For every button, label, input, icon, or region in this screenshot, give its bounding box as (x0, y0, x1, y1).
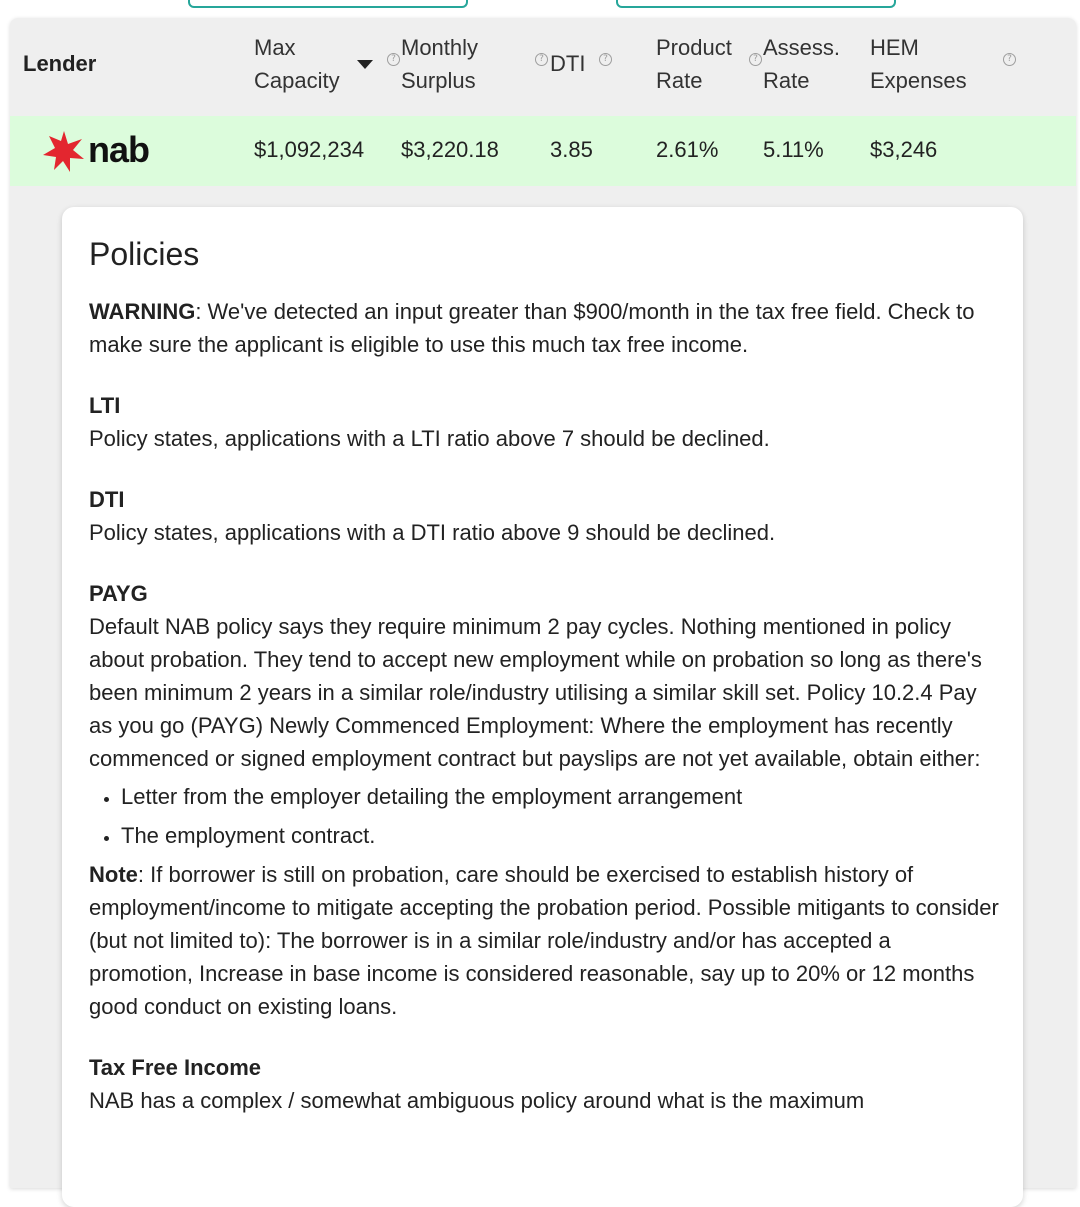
warning-label: WARNING (89, 299, 196, 324)
header-hem-expenses-line1: HEM (870, 35, 919, 60)
warning-text: : We've detected an input greater than $900/month in the tax free field. Check to make sure the applicant is eligible to use this much tax free income. (89, 299, 975, 357)
warning-paragraph (89, 295, 999, 361)
nab-logo-text: nab (88, 129, 150, 170)
note-label: Note (89, 862, 138, 887)
header-assess-rate-line1: Assess. (763, 35, 841, 60)
header-product-rate-line2: Rate (656, 68, 703, 93)
header-monthly-surplus-line1: Monthly (401, 35, 479, 60)
cell-hem-expenses: $3,246 (870, 137, 938, 162)
dti-help-icon[interactable]: ? (599, 53, 612, 66)
dti-text: Policy states, applications with a DTI ratio above 9 should be declined. (89, 520, 776, 545)
lti-heading: LTI (89, 393, 121, 418)
policies-card (62, 207, 1023, 1207)
header-max-capacity-line2: Capacity (254, 68, 340, 93)
payg-note (89, 858, 999, 1023)
payg-text: Default NAB policy says they require minimum 2 pay cycles. Nothing mentioned in policy about probation. They tend to accept new employment while on probation so long as there's been minimum 2 years in a similar role/industry utilising a similar skill set. Policy 10.2.4 Pay as you go (PAYG) Newly Commenced Employment: Where the employment has recently commenced or signed employment contract but payslips are not yet available, obtain either: (89, 614, 982, 771)
header-assess-rate-line2: Rate (763, 68, 810, 93)
list-item: • The employment contract. (121, 819, 999, 852)
cell-assess-rate: 5.11% (763, 137, 824, 162)
header-hem-expenses-line2: Expenses (870, 68, 967, 93)
nab-star-icon (42, 129, 86, 173)
header-lender[interactable]: Lender (23, 51, 97, 76)
hem-expenses-help-icon[interactable]: ? (1003, 53, 1016, 66)
policies-title: Policies (89, 236, 200, 272)
header-hem-expenses[interactable] (870, 31, 967, 97)
sort-descending-icon[interactable] (357, 60, 373, 69)
payg-heading: PAYG (89, 581, 148, 606)
payg-bullet-list (89, 780, 999, 852)
header-max-capacity[interactable] (254, 31, 340, 97)
cell-product-rate: 2.61% (656, 137, 719, 162)
nab-logo (42, 129, 172, 173)
top-tab-right[interactable] (616, 0, 896, 8)
cell-dti: 3.85 (550, 137, 593, 162)
lti-text: Policy states, applications with a LTI ratio above 7 should be declined. (89, 426, 770, 451)
table-header-row (10, 18, 1076, 116)
max-capacity-help-icon[interactable]: ? (387, 53, 400, 66)
note-text: : If borrower is still on probation, care should be exercised to establish history of employment/income to mitigate accepting the probation period. Possible mitigants to consider (but not limited to): The borrower is in a similar role/industry and/or has accepted a promotion, Increase in base income is considered reasonable, say up to 20% or 12 months good conduct on existing loans. (89, 862, 999, 1019)
tax-free-text: NAB has a complex / somewhat ambiguous policy around what is the maximum (89, 1088, 865, 1113)
header-product-rate[interactable] (656, 31, 732, 97)
header-assess-rate[interactable] (763, 31, 840, 97)
header-product-rate-line1: Product (656, 35, 732, 60)
top-tab-left[interactable] (188, 0, 468, 8)
monthly-surplus-help-icon[interactable]: ? (535, 53, 548, 66)
cell-max-capacity: $1,092,234 (254, 137, 365, 162)
tax-free-heading: Tax Free Income (89, 1055, 261, 1080)
cell-monthly-surplus: $3,220.18 (401, 137, 499, 162)
product-rate-help-icon[interactable]: ? (749, 53, 762, 66)
header-monthly-surplus[interactable] (401, 31, 478, 97)
list-item: • Letter from the employer detailing the employment arrangement (121, 780, 999, 813)
header-monthly-surplus-line2: Surplus (401, 68, 476, 93)
dti-heading: DTI (89, 487, 125, 512)
header-max-capacity-line1: Max (254, 35, 296, 60)
header-dti[interactable]: DTI (550, 51, 586, 76)
table-row-nab[interactable] (10, 116, 1076, 186)
